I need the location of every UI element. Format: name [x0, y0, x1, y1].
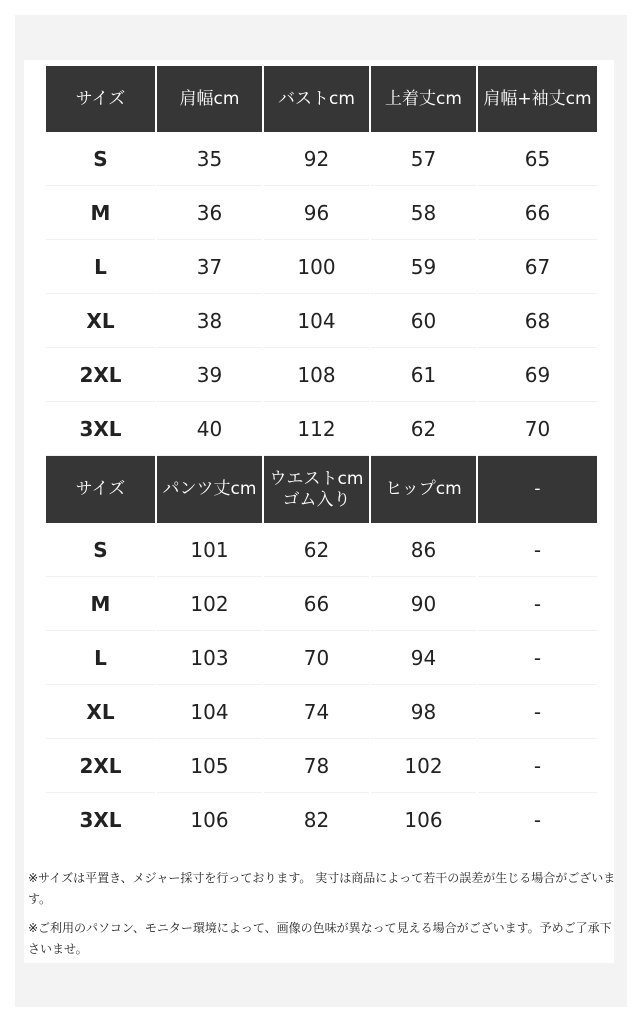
- table-cell: -: [477, 685, 597, 739]
- table-row: [46, 523, 597, 577]
- table-cell: 86: [370, 523, 477, 577]
- table1-header-bust: バストcm: [263, 66, 370, 132]
- table2-header-size: サイズ: [46, 456, 156, 524]
- table2-header-row: [46, 456, 597, 524]
- size-cell: S: [46, 132, 156, 186]
- size-cell: 2XL: [46, 739, 156, 793]
- table-cell: 58: [370, 186, 477, 240]
- table-cell: 62: [370, 402, 477, 456]
- measurement-note: ※サイズは平置き、メジャー採寸を行っております。 実寸は商品によって若干の誤差が生じる場合がございます。: [28, 871, 616, 906]
- table-cell: 68: [477, 294, 597, 348]
- table-cell: 39: [156, 348, 263, 402]
- table-cell: -: [477, 577, 597, 631]
- table-row: [46, 132, 597, 186]
- table-cell: 40: [156, 402, 263, 456]
- table-row: [46, 631, 597, 685]
- table-cell: 90: [370, 577, 477, 631]
- table2-header-waist: ウエストcm ゴム入り: [263, 456, 370, 524]
- table-cell: -: [533, 807, 542, 832]
- table-cell: -: [477, 631, 597, 685]
- table-cell: 59: [370, 240, 477, 294]
- table-row: [46, 240, 597, 294]
- size-cell: XL: [46, 685, 156, 739]
- table-cell: 102: [370, 739, 477, 793]
- size-cell: L: [46, 240, 156, 294]
- table-row: [46, 793, 597, 847]
- table-cell: 67: [477, 240, 597, 294]
- table-cell: 98: [370, 685, 477, 739]
- table-row: [46, 685, 597, 739]
- table-cell: 82: [263, 793, 370, 847]
- table-cell: -: [477, 523, 597, 577]
- table-cell: 94: [370, 631, 477, 685]
- table-cell: 60: [370, 294, 477, 348]
- table-cell: 106: [370, 793, 477, 847]
- table-cell: 112: [263, 402, 370, 456]
- table-cell: -: [477, 739, 597, 793]
- table-cell: 61: [370, 348, 477, 402]
- table1-header-shoulder: 肩幅cm: [156, 66, 263, 132]
- table-cell: 36: [156, 186, 263, 240]
- size-cell: 2XL: [46, 348, 156, 402]
- table2-header-empty: -: [477, 456, 597, 524]
- table-cell: 70: [477, 402, 597, 456]
- table-cell: 38: [156, 294, 263, 348]
- table-cell: 103: [156, 631, 263, 685]
- table-cell: 37: [156, 240, 263, 294]
- table-cell: 69: [477, 348, 597, 402]
- table1-header-size: サイズ: [46, 66, 156, 132]
- size-cell: M: [46, 186, 156, 240]
- table-cell: 66: [263, 577, 370, 631]
- size-cell: 3XL: [46, 402, 156, 456]
- color-note: ※ご利用のパソコン、モニター環境によって、画像の色味が異なって見える場合がございます。予めご了承下さいませ。: [28, 921, 612, 956]
- table-cell: 57: [370, 132, 477, 186]
- table-cell: 108: [263, 348, 370, 402]
- size-cell: S: [46, 523, 156, 577]
- size-cell: M: [46, 577, 156, 631]
- table-row: [46, 739, 597, 793]
- table-cell: 62: [263, 523, 370, 577]
- table-cell: 104: [263, 294, 370, 348]
- size-chart-table: [46, 66, 597, 846]
- table2-header-hip: ヒップcm: [370, 456, 477, 524]
- size-cell: 3XL: [46, 793, 156, 847]
- table1-header-jacket-length: 上着丈cm: [370, 66, 477, 132]
- table-cell: 78: [263, 739, 370, 793]
- table-cell: 105: [156, 739, 263, 793]
- table2-header-pants-length: パンツ丈cm: [156, 456, 263, 524]
- size-cell: XL: [46, 294, 156, 348]
- table-cell: 100: [263, 240, 370, 294]
- table-cell: 70: [263, 631, 370, 685]
- table-cell: 104: [156, 685, 263, 739]
- table-cell: 66: [477, 186, 597, 240]
- table-cell: 102: [156, 577, 263, 631]
- table-cell: 106: [156, 793, 263, 847]
- table-cell: 65: [477, 132, 597, 186]
- table-row: [46, 348, 597, 402]
- table-cell: 96: [263, 186, 370, 240]
- table-row: [46, 294, 597, 348]
- table-cell: 35: [156, 132, 263, 186]
- table-cell: 92: [263, 132, 370, 186]
- table-row: [46, 186, 597, 240]
- table-row: [46, 402, 597, 456]
- table1-header-row: [46, 66, 597, 132]
- table-row: [46, 577, 597, 631]
- table-cell: 74: [263, 685, 370, 739]
- size-cell: L: [46, 631, 156, 685]
- table-cell: 101: [156, 523, 263, 577]
- table1-header-shoulder-sleeve: 肩幅+袖丈cm: [477, 66, 597, 132]
